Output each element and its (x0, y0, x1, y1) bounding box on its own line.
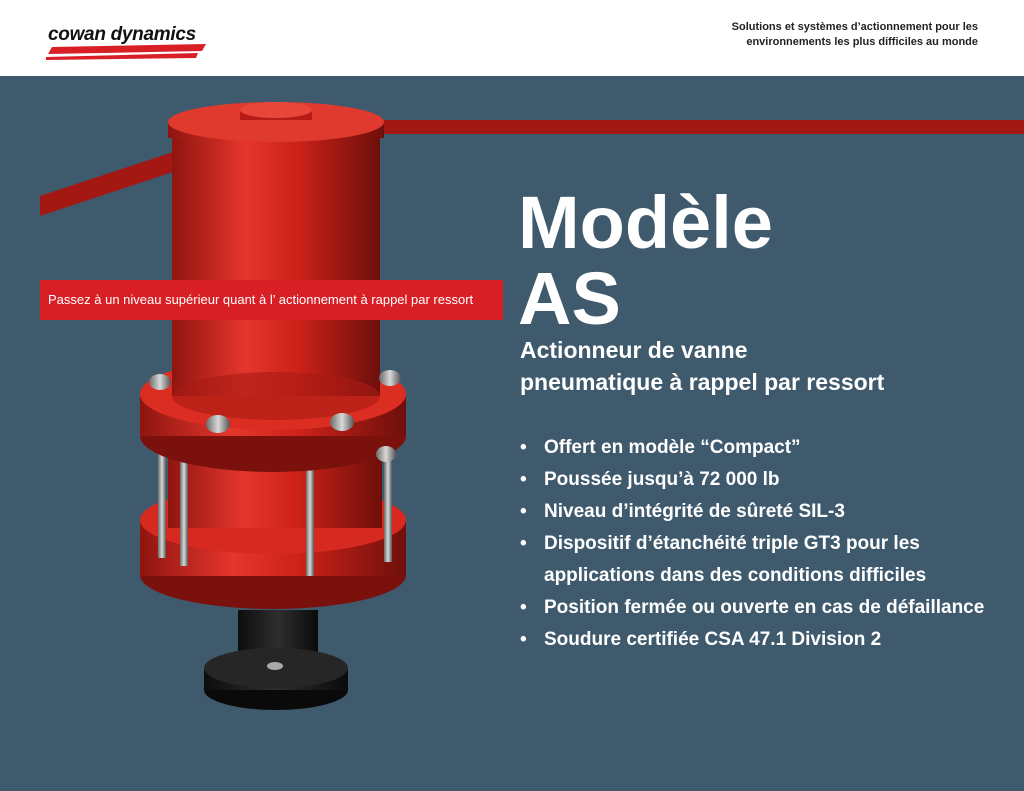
feature-item (518, 624, 998, 656)
logo-text: cowan dynamics (48, 24, 196, 45)
company-tagline (618, 20, 978, 50)
feature-text: Position fermée ou ouverte en cas de défaillance (544, 597, 985, 618)
feature-text: Soudure certifiée CSA 47.1 Division 2 (544, 629, 882, 650)
cowan-dynamics-logo (46, 24, 216, 60)
model-title-line-2: AS (518, 257, 621, 340)
feature-item (518, 432, 998, 464)
feature-item (518, 496, 998, 528)
feature-item (518, 592, 998, 624)
page-header (0, 0, 1024, 76)
bullet-icon: • (520, 501, 527, 522)
feature-text: Offert en modèle “Compact” (544, 437, 801, 458)
subtitle-line-2: pneumatique à rappel par ressort (520, 369, 885, 395)
promo-banner: Passez à un niveau supérieur quant à l’ actionnement à rappel par ressort (40, 280, 503, 320)
logo-swoosh-icon (46, 44, 206, 60)
feature-item (518, 528, 998, 592)
bullet-icon: • (520, 597, 527, 618)
bullet-icon: • (520, 629, 527, 650)
model-title (518, 181, 773, 340)
bullet-icon: • (520, 437, 527, 458)
bullet-icon: • (520, 533, 527, 554)
feature-text: Dispositif d’étanchéité triple GT3 pour les applications dans des conditions difficiles (544, 533, 927, 586)
model-title-line-1: Modèle (518, 181, 773, 264)
model-subtitle (520, 334, 990, 398)
subtitle-line-1: Actionneur de vanne (520, 337, 748, 363)
feature-text: Poussée jusqu’à 72 000 lb (544, 469, 780, 490)
tagline-line-2: environnements les plus difficiles au monde (746, 36, 978, 48)
feature-list (518, 432, 998, 656)
feature-text: Niveau d’intégrité de sûreté SIL-3 (544, 501, 845, 522)
feature-item (518, 464, 998, 496)
tagline-line-1: Solutions et systèmes d’actionnement pour les (731, 21, 978, 33)
bullet-icon: • (520, 469, 527, 490)
